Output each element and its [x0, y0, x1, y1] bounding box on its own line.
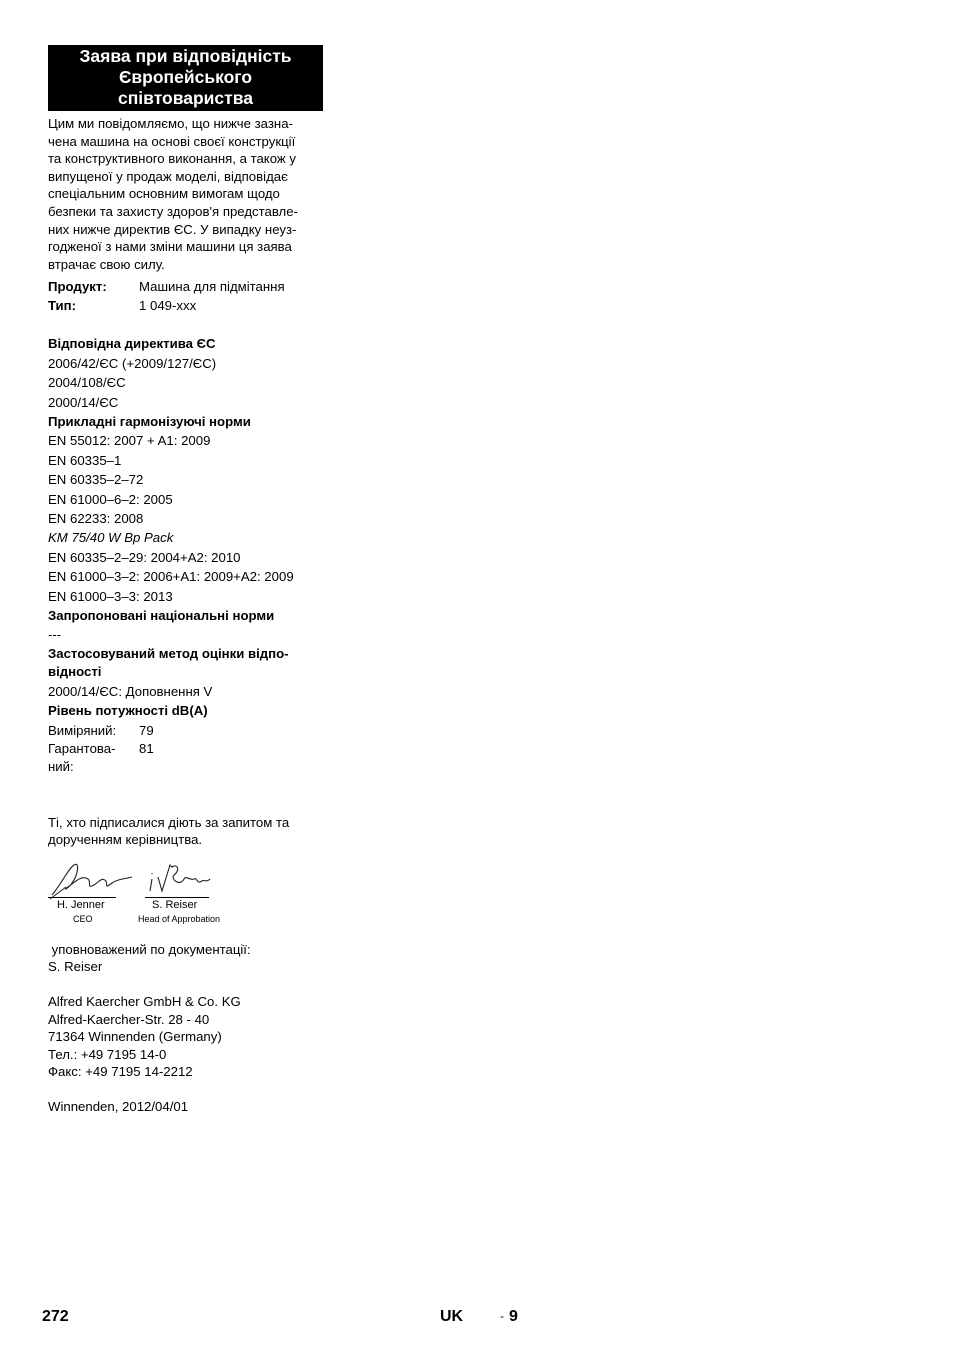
left-signatory-name: H. Jenner	[57, 898, 105, 911]
national-heading: Запропоновані національні норми	[48, 608, 275, 624]
product-label: Продукт:	[48, 279, 107, 295]
directives-heading: Відповідна директива ЄС	[48, 336, 216, 352]
sound-heading: Рівень потужності dB(A)	[48, 703, 208, 719]
intro-line: них нижче директив ЄС. У випадку неуз-	[48, 221, 297, 237]
address-line: Тел.: +49 7195 14-0	[48, 1046, 167, 1062]
conformity-heading: відності	[48, 664, 102, 680]
address-line: Alfred Kaercher GmbH & Co. KG	[48, 994, 241, 1010]
norm-item: EN 55012: 2007 + A1: 2009	[48, 433, 211, 449]
national-value: ---	[48, 627, 62, 643]
type-label: Тип:	[48, 298, 77, 314]
guaranteed-label	[48, 740, 139, 776]
conformity-value: 2000/14/ЄС: Доповнення V	[48, 683, 213, 699]
intro-line: годженої з нами зміни машини ця заява	[48, 239, 292, 255]
directive-item: 2000/14/ЄС	[48, 394, 119, 410]
page-number: 272	[42, 1308, 69, 1325]
measured-row	[48, 721, 323, 740]
declaration-title	[48, 45, 323, 111]
language-code: UK	[440, 1308, 464, 1325]
directive-item: 2004/108/ЄС	[48, 375, 126, 391]
intro-line: Цим ми повідомляємо, що нижче зазна-	[48, 116, 293, 131]
sub-page-number: 9	[509, 1308, 518, 1325]
address-line: Факс: +49 7195 14-2212	[48, 1064, 193, 1080]
right-signatory-name: S. Reiser	[152, 898, 198, 911]
norm-item: EN 60335–1	[48, 452, 122, 468]
intro-line: спеціальним основним вимогам щодо	[48, 186, 280, 202]
title-line: Європейського	[118, 67, 253, 87]
guaranteed-label-line: ний:	[48, 758, 74, 774]
place-date: Winnenden, 2012/04/01	[48, 1099, 189, 1114]
product-value: Машина для підмітання	[139, 279, 285, 295]
directive-item: 2006/42/ЄС (+2009/127/ЄС)	[48, 355, 217, 371]
signatories-line: Ті, хто підписалися діють за запитом та	[48, 814, 290, 830]
measured-label: Виміряний:	[48, 722, 117, 738]
model-norm-item: EN 61000–3–2: 2006+A1: 2009+A2: 2009	[48, 569, 294, 585]
harmonized-heading: Прикладні гармонізуючі норми	[48, 413, 251, 429]
intro-line: безпеки та захисту здоров'я представле-	[48, 203, 298, 219]
title-line: Заява при відповідність	[79, 46, 292, 66]
address-line: 71364 Winnenden (Germany)	[48, 1029, 222, 1045]
footer-dash: -	[500, 1309, 504, 1323]
address-block	[48, 993, 323, 1081]
authorized-line: S. Reiser	[48, 959, 103, 975]
norm-item: EN 60335–2–72	[48, 472, 144, 488]
intro-line: чена машина на основі своєї конструкції	[48, 133, 296, 149]
right-signatory-role: Head of Approbation	[138, 913, 221, 924]
address-line: Alfred-Kaercher-Str. 28 - 40	[48, 1011, 210, 1027]
signatories-line: дорученням керівництва.	[48, 832, 203, 848]
measured-value: 79	[139, 722, 154, 738]
signature-line-right	[145, 897, 209, 898]
signature-reiser-image	[146, 861, 216, 901]
model-name: KM 75/40 W Bp Pack	[48, 530, 174, 546]
authorized-block	[48, 941, 323, 976]
model-norm-item: EN 60335–2–29: 2004+A2: 2010	[48, 549, 241, 565]
conformity-heading: Застосовуваний метод оцінки відпо-	[48, 645, 289, 661]
guaranteed-row	[48, 740, 323, 776]
product-row	[48, 277, 323, 296]
intro-line: та конструктивного виконання, а також у	[48, 151, 296, 167]
type-row	[48, 296, 323, 315]
title-line: співтовариства	[118, 88, 253, 108]
authorized-line: уповноважений по документації:	[48, 941, 251, 957]
intro-paragraph	[48, 115, 323, 273]
signatories-text	[48, 814, 323, 849]
norm-item: EN 62233: 2008	[48, 511, 144, 526]
signature-line-left	[48, 897, 116, 898]
norm-item: EN 61000–6–2: 2005	[48, 491, 173, 507]
intro-line: втрачає свою силу.	[48, 256, 165, 272]
intro-line: випущеної у продаж моделі, відповідає	[48, 168, 288, 184]
signature-jenner-image	[48, 861, 138, 901]
type-value: 1 049-xxx	[139, 298, 197, 314]
model-norm-item: EN 61000–3–3: 2013	[48, 588, 173, 604]
guaranteed-value: 81	[139, 740, 154, 756]
guaranteed-label-line: Гарантова-	[48, 740, 116, 756]
declaration-column	[48, 45, 323, 1116]
signature-block	[48, 861, 323, 931]
left-signatory-role: CEO	[73, 913, 93, 924]
